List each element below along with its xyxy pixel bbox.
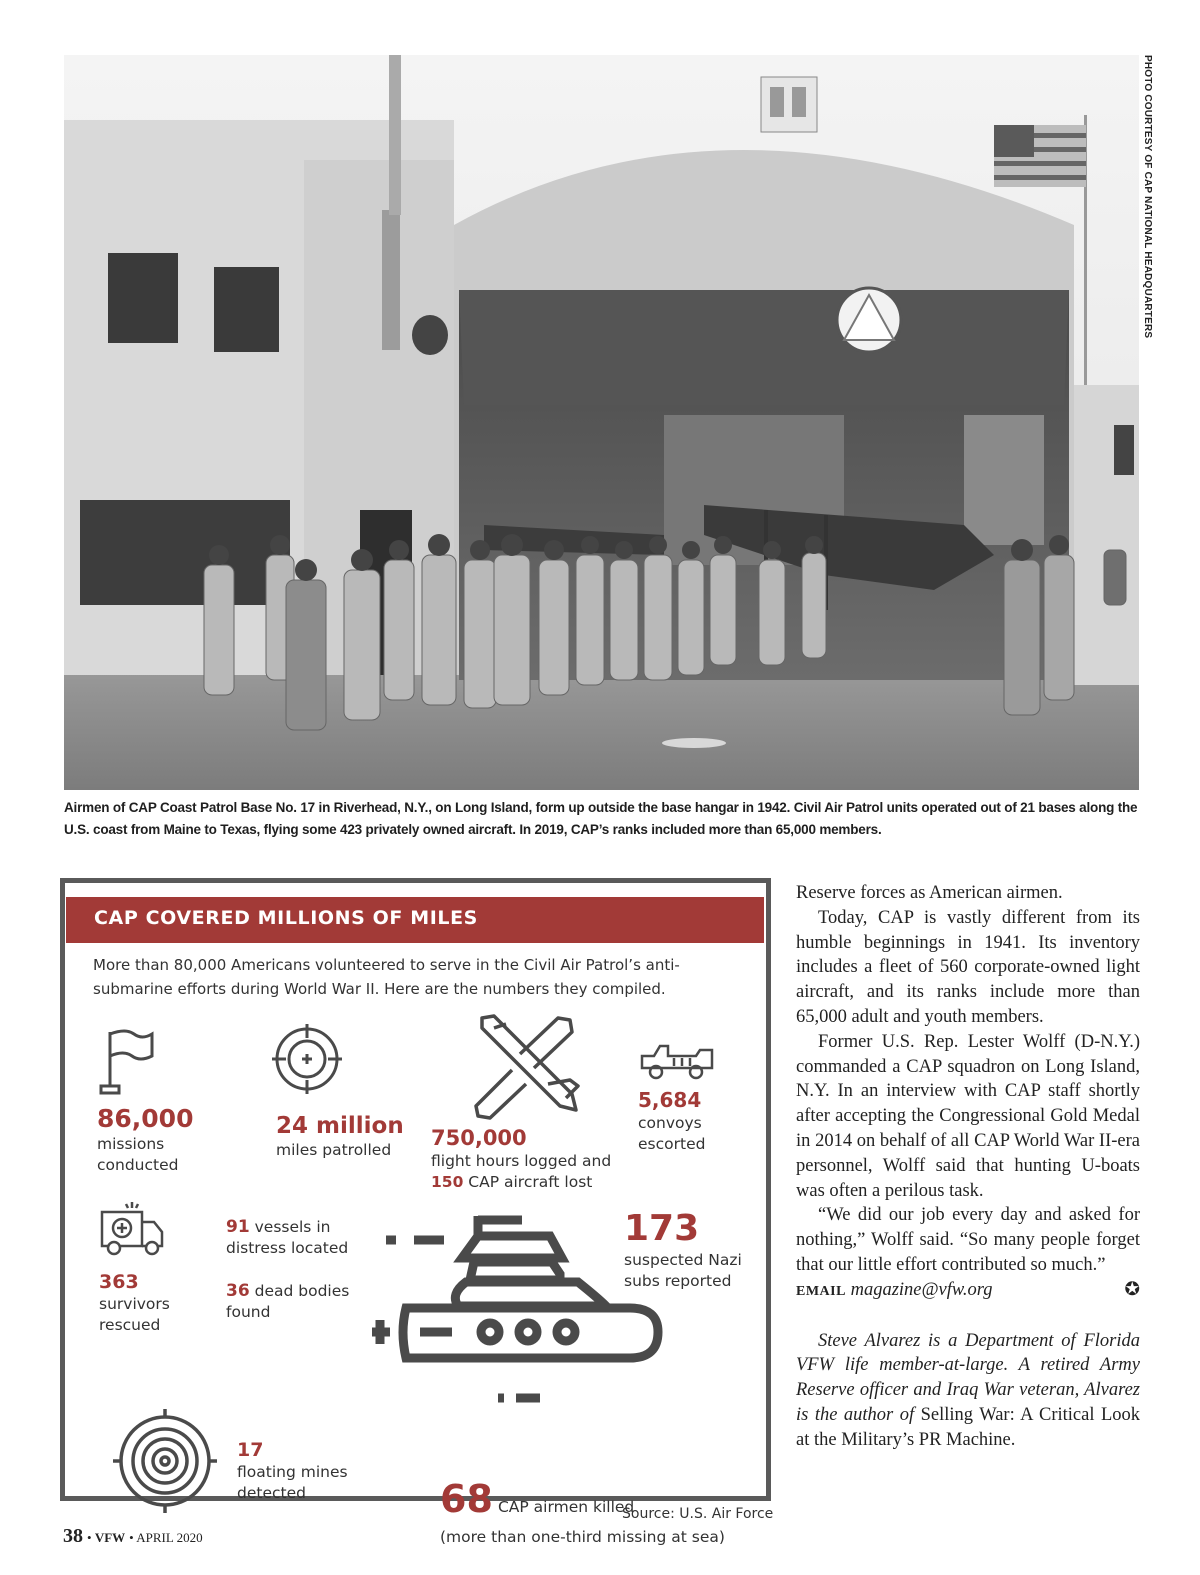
- target-rings-icon: [113, 1409, 217, 1513]
- hangar-photo-illustration: [64, 55, 1139, 790]
- convoy-vehicle-icon: [638, 1040, 716, 1082]
- stat-missions-label-2: conducted: [97, 1156, 179, 1174]
- stat-aircraft-lost-value: 150: [431, 1173, 464, 1191]
- stat-miles-label: miles patrolled: [276, 1141, 392, 1159]
- magazine-name: VFW: [94, 1530, 126, 1545]
- stat-survivors-label-2: rescued: [99, 1316, 161, 1334]
- stat-aircraft-lost-label: CAP aircraft lost: [468, 1173, 593, 1191]
- photo-credit: PHOTO COURTESY OF CAP NATIONAL HEADQUARTERS: [1142, 55, 1153, 339]
- stat-vessels: [226, 1217, 348, 1259]
- stat-missions-label: missions: [97, 1135, 165, 1153]
- infographic-intro: More than 80,000 Americans volunteered to serve in the Civil Air Patrol’s anti-submarine efforts during World War II. Here are the numbers they compiled.: [93, 956, 680, 998]
- airplane-icon: [472, 1010, 592, 1130]
- stat-convoys-label-2: escorted: [638, 1135, 706, 1153]
- stat-killed-note: (more than one-third missing at sea): [440, 1528, 725, 1546]
- stat-bodies-label: dead bodies: [254, 1282, 350, 1300]
- stat-miles-value: 24 million: [276, 1113, 404, 1139]
- ambulance-icon: [98, 1198, 168, 1258]
- flag-icon: [98, 1028, 158, 1098]
- stat-mines-value: 17: [237, 1439, 264, 1461]
- article-paragraph-2: Today, CAP is vastly different from its humble beginnings in 1941. Its inventory includes a fleet of 560 corporate-owned light aircraft, and its ranks include more than 65,000 adult and youth members.: [796, 907, 1140, 1027]
- page-footer: 38 • VFW • APRIL 2020: [63, 1525, 203, 1547]
- stat-subs-label-2: subs reported: [624, 1272, 732, 1290]
- stat-subs: [624, 1208, 742, 1292]
- stat-convoys-value: 5,684: [638, 1088, 702, 1112]
- article-email: [796, 1278, 1140, 1305]
- article-paragraph-4: “We did our job every day and asked for nothing,” Wolff said. “So many people forget that our little effort contributed so much.” ✪: [796, 1203, 1140, 1277]
- hangar-photo: [64, 55, 1139, 790]
- photo-caption: Airmen of CAP Coast Patrol Base No. 17 in Riverhead, N.Y., on Long Island, form up outside the base hangar in 1942. Civil Air Patrol units operated out of 21 bases along the U.S. coast from Maine to Texas, flying some 423 privately owned aircraft. In 2019, CAP’s ranks included more than 65,000 members.: [64, 800, 1138, 837]
- stat-hours-value: 750,000: [431, 1126, 527, 1150]
- page-number: 38: [63, 1525, 83, 1547]
- article-paragraph-1: Reserve forces as American airmen.: [796, 883, 1063, 903]
- stat-mines: [237, 1438, 348, 1504]
- stat-bodies-label-2: found: [226, 1303, 271, 1321]
- end-mark-icon: ✪: [1124, 1279, 1140, 1300]
- stat-hours-label: flight hours logged and: [431, 1152, 612, 1170]
- stat-killed-label: CAP airmen killed: [497, 1498, 635, 1516]
- book-title: Selling War: A Critical Look at the Military’s PR Machine.: [796, 1404, 1141, 1450]
- submarine-icon: [362, 1208, 667, 1458]
- email-address[interactable]: magazine@vfw.org: [850, 1279, 993, 1300]
- stat-killed-value: 68: [440, 1477, 493, 1521]
- author-bio: Steve Alvarez is a Department of Florida VFW life member-at-large. A retired Army Reserve officer and Iraq War veteran, Alvarez is the author of Selling War: A Critical Look at the Military’s PR Machine.: [796, 1330, 1141, 1450]
- stat-bodies: [226, 1281, 349, 1323]
- crosshair-icon: [272, 1024, 342, 1094]
- stat-survivors-label: survivors: [99, 1295, 170, 1313]
- issue-date: APRIL 2020: [136, 1530, 203, 1545]
- infographic-banner: [66, 897, 764, 943]
- stat-vessels-label-2: distress located: [226, 1239, 349, 1257]
- stat-miles: [276, 1112, 404, 1161]
- stat-survivors-value: 363: [99, 1271, 139, 1293]
- infographic-source: Source: U.S. Air Force: [622, 1506, 774, 1522]
- stat-vessels-value: 91: [226, 1217, 250, 1237]
- stat-vessels-label: vessels in: [254, 1218, 331, 1236]
- article-paragraph-3: Former U.S. Rep. Lester Wolff (D-N.Y.) commanded a CAP squadron on Long Island, N.Y. In an interview with CAP staff shortly after accepting the Congressional Gold Medal in 2014 on behalf of all CAP World War II-era personnel, Wolff said that hunting U-boats was often a perilous task.: [796, 1031, 1140, 1201]
- infographic-title: CAP COVERED MILLIONS OF MILES: [94, 907, 478, 929]
- stat-convoys: [638, 1088, 705, 1155]
- stat-missions: [97, 1104, 193, 1176]
- stat-mines-label-2: detected: [237, 1484, 306, 1502]
- email-label: EMAIL: [796, 1283, 846, 1299]
- stat-hours: [431, 1126, 611, 1193]
- stat-missions-value: 86,000: [97, 1104, 194, 1133]
- stat-bodies-value: 36: [226, 1281, 250, 1301]
- article-column: [796, 881, 1140, 1453]
- stat-convoys-label: convoys: [638, 1114, 702, 1132]
- stat-subs-value: 173: [624, 1208, 700, 1249]
- stat-mines-label: floating mines: [237, 1463, 348, 1481]
- stat-subs-label: suspected Nazi: [624, 1251, 742, 1269]
- stat-survivors: [99, 1270, 170, 1336]
